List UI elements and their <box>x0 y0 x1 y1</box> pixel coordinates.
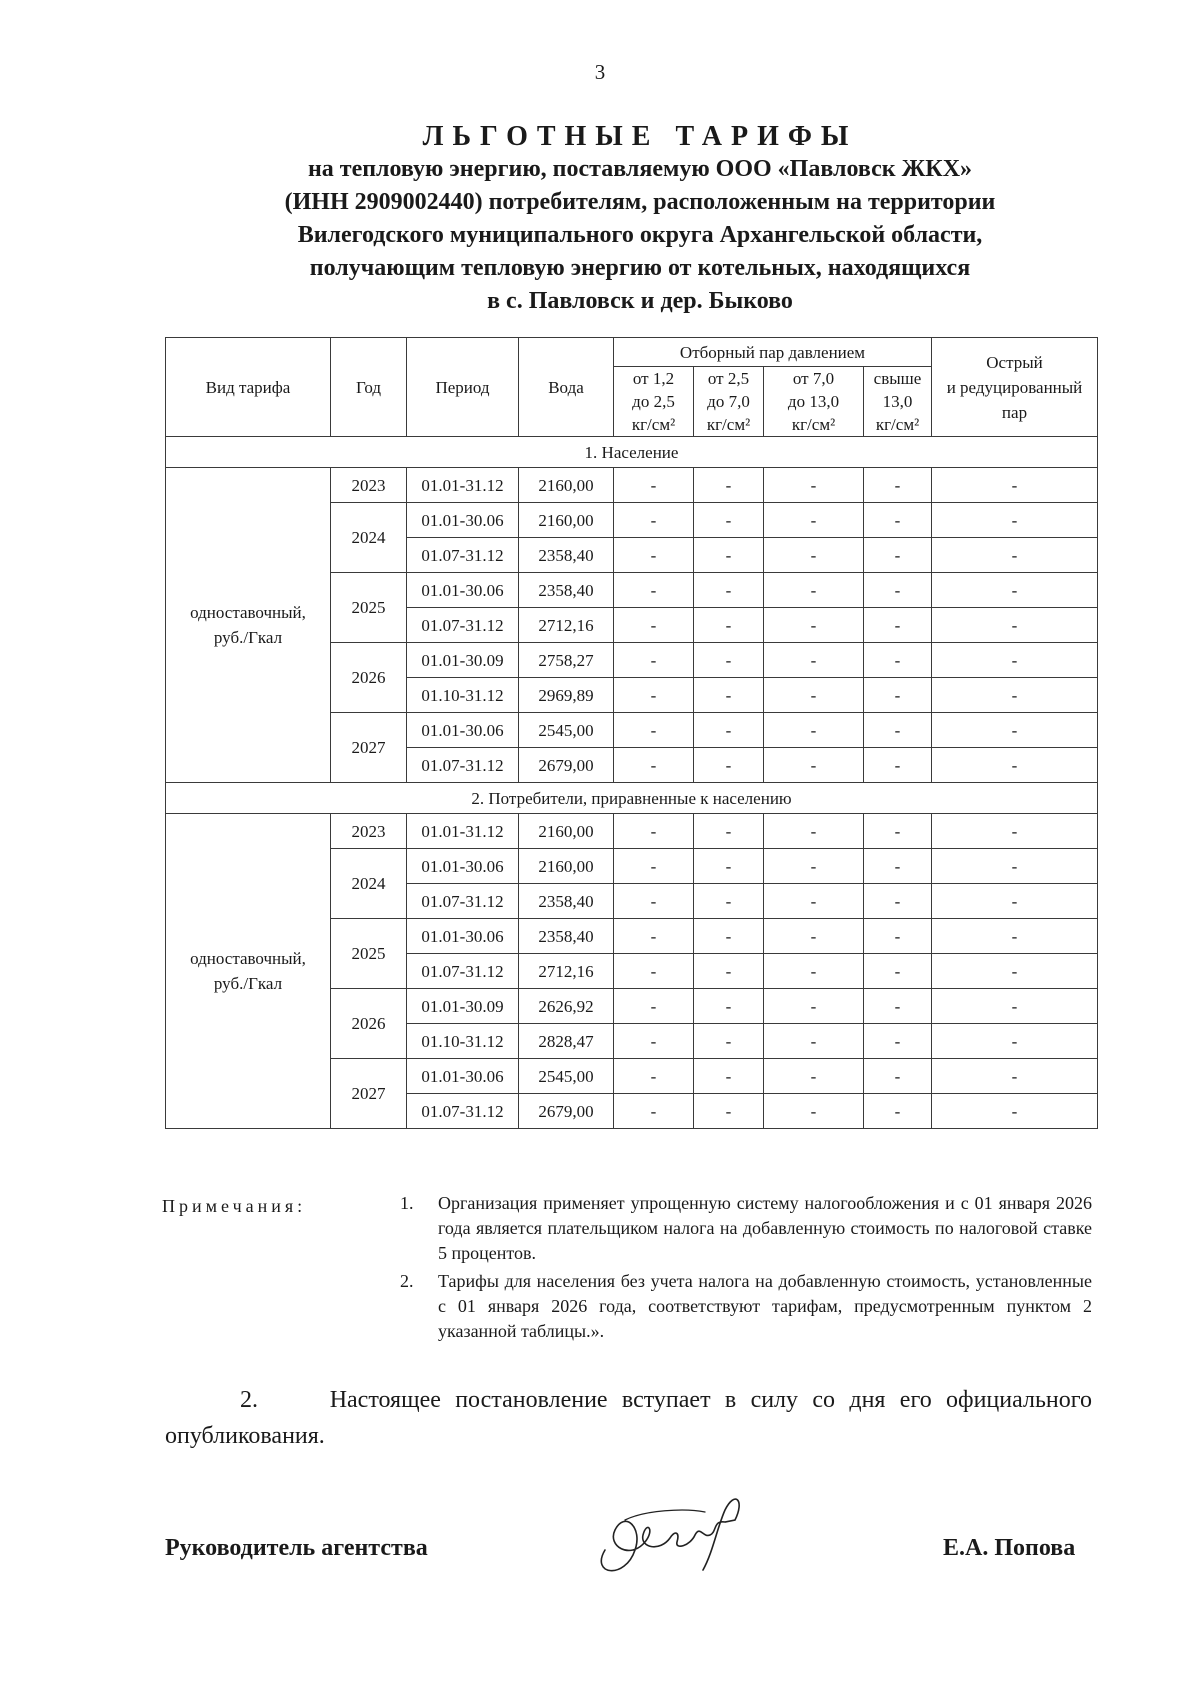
dash-cell: - <box>932 643 1098 678</box>
section-row <box>166 437 1098 468</box>
dash-cell: - <box>932 1059 1098 1094</box>
dash-cell: - <box>764 573 864 608</box>
header-steam-col-line: кг/см² <box>791 415 836 434</box>
dash-cell: - <box>694 713 764 748</box>
dash-cell: - <box>932 849 1098 884</box>
note-number: 1. <box>400 1193 414 1213</box>
dash-cell: - <box>694 849 764 884</box>
dash-cell: - <box>864 954 932 989</box>
notes-list <box>400 1191 1092 1347</box>
section-title: 1. Население <box>166 437 1098 468</box>
title-line: получающим тепловую энергию от котельных, находящихся <box>309 255 971 281</box>
dash-cell: - <box>764 748 864 783</box>
dash-cell: - <box>864 1024 932 1059</box>
water-cell: 2679,00 <box>519 748 614 783</box>
period-cell: 01.01-30.06 <box>407 849 519 884</box>
tariff-type-line: руб./Гкал <box>213 974 283 993</box>
period-cell: 01.01-30.06 <box>407 503 519 538</box>
signature-image <box>585 1480 755 1590</box>
tariff-type-line: руб./Гкал <box>213 628 283 647</box>
period-cell: 01.07-31.12 <box>407 608 519 643</box>
dash-cell: - <box>614 573 694 608</box>
header-steam-col-line: от 2,5 <box>707 369 750 388</box>
year-cell: 2025 <box>331 573 407 643</box>
notes-label: Примечания: <box>162 1196 307 1216</box>
dash-cell: - <box>764 1094 864 1129</box>
dash-cell: - <box>614 748 694 783</box>
dash-cell: - <box>694 1059 764 1094</box>
header-steam-col-line: до 7,0 <box>707 392 750 411</box>
dash-cell: - <box>864 678 932 713</box>
dash-cell: - <box>932 814 1098 849</box>
note-item <box>400 1191 1092 1266</box>
dash-cell: - <box>614 814 694 849</box>
title-main: ЛЬГОТНЫЕ ТАРИФЫ <box>422 121 858 152</box>
period-cell: 01.07-31.12 <box>407 884 519 919</box>
dash-cell: - <box>864 713 932 748</box>
year-cell: 2023 <box>331 468 407 503</box>
dash-cell: - <box>864 1094 932 1129</box>
dash-cell: - <box>764 919 864 954</box>
dash-cell: - <box>764 643 864 678</box>
header-year: Год <box>331 338 407 437</box>
dash-cell: - <box>764 468 864 503</box>
dash-cell: - <box>764 1059 864 1094</box>
header-steam-col-line: кг/см² <box>875 415 920 434</box>
dash-cell: - <box>932 678 1098 713</box>
dash-cell: - <box>614 1024 694 1059</box>
dash-cell: - <box>764 503 864 538</box>
year-cell: 2025 <box>331 919 407 989</box>
header-sharp-steam-line: Острый <box>986 352 1043 372</box>
dash-cell: - <box>932 608 1098 643</box>
dash-cell: - <box>764 849 864 884</box>
water-cell: 2358,40 <box>519 573 614 608</box>
dash-cell: - <box>764 713 864 748</box>
title-line: (ИНН 2909002440) потребителям, расположенным на территории <box>284 189 996 215</box>
tariff-type-cell <box>166 468 331 783</box>
tariff-type-line: одноставочный, <box>190 603 306 622</box>
section-row <box>166 783 1098 814</box>
dash-cell: - <box>694 1024 764 1059</box>
signatory-name: Е.А. Попова <box>943 1535 1076 1561</box>
period-cell: 01.07-31.12 <box>407 538 519 573</box>
dash-cell: - <box>864 468 932 503</box>
dash-cell: - <box>614 468 694 503</box>
dash-cell: - <box>614 919 694 954</box>
dash-cell: - <box>864 989 932 1024</box>
page-number: 3 <box>594 60 606 84</box>
dash-cell: - <box>764 538 864 573</box>
dash-cell: - <box>694 468 764 503</box>
period-cell: 01.01-30.06 <box>407 713 519 748</box>
year-cell: 2023 <box>331 814 407 849</box>
dash-cell: - <box>694 954 764 989</box>
header-steam-col-line: до 2,5 <box>632 392 675 411</box>
dash-cell: - <box>932 468 1098 503</box>
dash-cell: - <box>694 748 764 783</box>
dash-cell: - <box>614 503 694 538</box>
period-cell: 01.01-30.09 <box>407 643 519 678</box>
water-cell: 2712,16 <box>519 954 614 989</box>
header-steam-col-line: кг/см² <box>706 415 751 434</box>
water-cell: 2358,40 <box>519 919 614 954</box>
dash-cell: - <box>614 538 694 573</box>
dash-cell: - <box>932 954 1098 989</box>
dash-cell: - <box>694 989 764 1024</box>
final-paragraph: 2. Настоящее постановление вступает в силу со дня его официального опубликования. <box>165 1387 1092 1449</box>
period-cell: 01.01-30.06 <box>407 573 519 608</box>
water-cell: 2160,00 <box>519 814 614 849</box>
year-cell: 2026 <box>331 643 407 713</box>
title-line: на тепловую энергию, поставляемую ООО «Павловск ЖКХ» <box>307 156 973 182</box>
dash-cell: - <box>932 884 1098 919</box>
dash-cell: - <box>614 884 694 919</box>
dash-cell: - <box>694 884 764 919</box>
header-sharp-steam-line: пар <box>1001 402 1028 422</box>
dash-cell: - <box>864 849 932 884</box>
dash-cell: - <box>932 1024 1098 1059</box>
header-water: Вода <box>519 338 614 437</box>
dash-cell: - <box>614 608 694 643</box>
water-cell: 2358,40 <box>519 538 614 573</box>
dash-cell: - <box>614 678 694 713</box>
header-steam-col <box>614 367 694 437</box>
tariff-type-line: одноставочный, <box>190 949 306 968</box>
dash-cell: - <box>864 919 932 954</box>
water-cell: 2160,00 <box>519 468 614 503</box>
year-cell: 2026 <box>331 989 407 1059</box>
dash-cell: - <box>864 884 932 919</box>
table-row <box>166 814 1098 849</box>
period-cell: 01.10-31.12 <box>407 1024 519 1059</box>
header-tariff-type: Вид тарифа <box>166 338 331 437</box>
title-line: в с. Павловск и дер. Быково <box>487 288 793 314</box>
dash-cell: - <box>932 713 1098 748</box>
dash-cell: - <box>614 849 694 884</box>
year-cell: 2024 <box>331 503 407 573</box>
period-cell: 01.01-30.06 <box>407 1059 519 1094</box>
dash-cell: - <box>764 954 864 989</box>
dash-cell: - <box>614 954 694 989</box>
dash-cell: - <box>694 643 764 678</box>
period-cell: 01.01-30.06 <box>407 919 519 954</box>
period-cell: 01.01-31.12 <box>407 814 519 849</box>
dash-cell: - <box>614 1094 694 1129</box>
dash-cell: - <box>694 678 764 713</box>
signatory-position: Руководитель агентства <box>165 1535 428 1561</box>
section-title: 2. Потребители, приравненные к населению <box>166 783 1098 814</box>
table-row <box>166 468 1098 503</box>
dash-cell: - <box>694 814 764 849</box>
dash-cell: - <box>864 608 932 643</box>
water-cell: 2160,00 <box>519 503 614 538</box>
dash-cell: - <box>864 643 932 678</box>
header-steam-col-line: свыше <box>873 369 922 388</box>
header-steam-col-line: от 7,0 <box>792 369 835 388</box>
dash-cell: - <box>764 678 864 713</box>
period-cell: 01.01-30.09 <box>407 989 519 1024</box>
dash-cell: - <box>932 989 1098 1024</box>
header-steam-col-line: до 13,0 <box>787 392 840 411</box>
note-text: Организация применяет упрощенную систему налогообложения и с 01 января 2026 года является плательщиком налога на добавленную стоимость по налоговой ставке 5 процентов. <box>438 1193 1092 1263</box>
note-text: Тарифы для населения без учета налога на добавленную стоимость, установленные с 01 января 2026 года, соответствуют тарифам, предусмотренным пунктом 2 указанной таблицы.». <box>438 1271 1092 1341</box>
dash-cell: - <box>864 503 932 538</box>
dash-cell: - <box>764 608 864 643</box>
header-steam-group: Отборный пар давлением <box>614 338 932 367</box>
dash-cell: - <box>764 814 864 849</box>
header-steam-col <box>694 367 764 437</box>
water-cell: 2545,00 <box>519 1059 614 1094</box>
tariff-table <box>165 337 1098 1129</box>
dash-cell: - <box>932 503 1098 538</box>
water-cell: 2626,92 <box>519 989 614 1024</box>
dash-cell: - <box>932 748 1098 783</box>
water-cell: 2358,40 <box>519 884 614 919</box>
period-cell: 01.01-31.12 <box>407 468 519 503</box>
period-cell: 01.07-31.12 <box>407 954 519 989</box>
dash-cell: - <box>932 1094 1098 1129</box>
header-sharp-steam-line: и редуцированный <box>946 377 1083 397</box>
dash-cell: - <box>864 573 932 608</box>
dash-cell: - <box>614 989 694 1024</box>
note-number: 2. <box>400 1271 414 1291</box>
period-cell: 01.07-31.12 <box>407 748 519 783</box>
dash-cell: - <box>694 538 764 573</box>
header-row <box>166 338 1098 367</box>
year-cell: 2027 <box>331 1059 407 1129</box>
header-steam-col <box>864 367 932 437</box>
dash-cell: - <box>764 884 864 919</box>
dash-cell: - <box>694 1094 764 1129</box>
dash-cell: - <box>614 713 694 748</box>
dash-cell: - <box>614 1059 694 1094</box>
dash-cell: - <box>694 573 764 608</box>
water-cell: 2545,00 <box>519 713 614 748</box>
dash-cell: - <box>764 1024 864 1059</box>
note-item <box>400 1269 1092 1344</box>
header-steam-col-line: 13,0 <box>882 392 913 411</box>
header-steam-col <box>764 367 864 437</box>
dash-cell: - <box>864 748 932 783</box>
header-steam-col-line: от 1,2 <box>632 369 675 388</box>
water-cell: 2160,00 <box>519 849 614 884</box>
water-cell: 2828,47 <box>519 1024 614 1059</box>
water-cell: 2712,16 <box>519 608 614 643</box>
tariff-type-cell <box>166 814 331 1129</box>
header-period: Период <box>407 338 519 437</box>
dash-cell: - <box>694 503 764 538</box>
water-cell: 2758,27 <box>519 643 614 678</box>
dash-cell: - <box>864 538 932 573</box>
dash-cell: - <box>864 1059 932 1094</box>
title-line: Вилегодского муниципального округа Архангельской области, <box>297 222 983 248</box>
header-sharp-steam <box>932 338 1098 437</box>
period-cell: 01.10-31.12 <box>407 678 519 713</box>
dash-cell: - <box>694 919 764 954</box>
dash-cell: - <box>864 814 932 849</box>
dash-cell: - <box>694 608 764 643</box>
header-steam-col-line: кг/см² <box>631 415 676 434</box>
document-title <box>160 120 1120 318</box>
water-cell: 2969,89 <box>519 678 614 713</box>
year-cell: 2027 <box>331 713 407 783</box>
dash-cell: - <box>932 919 1098 954</box>
dash-cell: - <box>614 643 694 678</box>
dash-cell: - <box>932 538 1098 573</box>
dash-cell: - <box>764 989 864 1024</box>
year-cell: 2024 <box>331 849 407 919</box>
dash-cell: - <box>932 573 1098 608</box>
water-cell: 2679,00 <box>519 1094 614 1129</box>
period-cell: 01.07-31.12 <box>407 1094 519 1129</box>
